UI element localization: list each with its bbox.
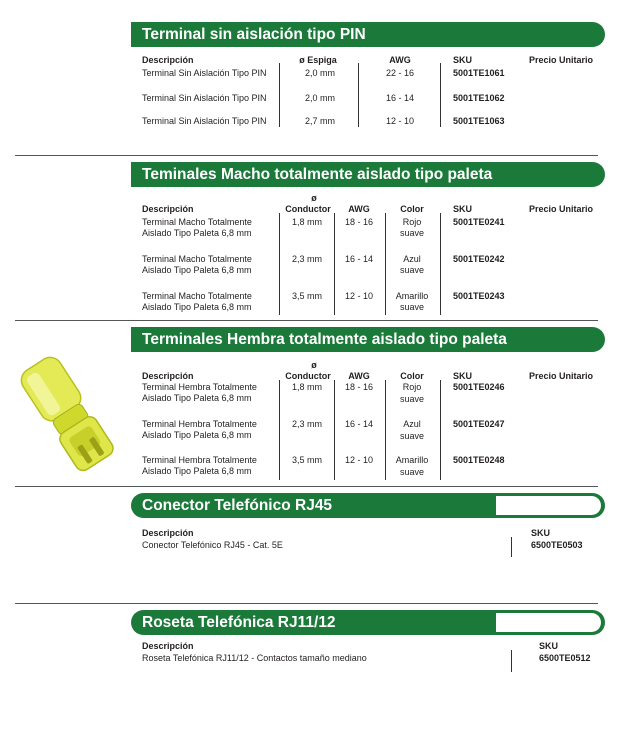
row-color-line1: Rojo <box>402 382 422 392</box>
row-desc-line2: Aislado Tipo Paleta 6,8 mm <box>142 393 252 403</box>
price-box <box>496 613 601 632</box>
col-header-sku: SKU <box>453 55 473 65</box>
col-header-desc: Descripción <box>142 371 194 381</box>
row-color-line1: Azul <box>403 419 421 429</box>
row-sku: 5001TE0246 <box>453 382 505 392</box>
row-color-line1: Azul <box>403 254 421 264</box>
row-awg: 18 - 16 <box>344 382 374 392</box>
yellow-female-terminal-icon <box>5 352 127 476</box>
row-sku: 5001TE0241 <box>453 217 505 227</box>
row-color-line1: Rojo <box>402 217 422 227</box>
col-header-espiga: ø Espiga <box>299 55 337 65</box>
row-desc-line2: Aislado Tipo Paleta 6,8 mm <box>142 466 252 476</box>
col-header-sku: SKU <box>453 204 473 214</box>
row-sku: 6500TE0512 <box>539 653 591 663</box>
row-sku: 5001TE1062 <box>453 93 505 103</box>
column-divider <box>440 63 441 127</box>
row-desc: Roseta Telefónica RJ11/12 - Contactos tamaño mediano <box>142 653 367 663</box>
row-cond: 3,5 mm <box>291 455 322 465</box>
col-header-desc: Descripción <box>142 204 194 214</box>
row-cond: 1,8 mm <box>291 217 322 227</box>
row-cond: 1,8 mm <box>291 382 322 392</box>
column-divider <box>279 63 280 127</box>
column-divider <box>511 537 512 557</box>
col-header-cond: Conductor <box>285 204 331 214</box>
row-awg: 12 - 10 <box>344 291 374 301</box>
row-awg: 16 - 14 <box>344 419 374 429</box>
row-color-line2: suave <box>399 302 425 312</box>
row-color-line2: suave <box>399 265 425 275</box>
column-divider <box>440 213 441 315</box>
section-title-rj11-label: Roseta Telefónica RJ11/12 <box>142 614 336 631</box>
col-header-color: Color <box>400 371 424 381</box>
section-divider <box>15 155 598 156</box>
col-header-sku: SKU <box>453 371 473 381</box>
row-sku: 5001TE1061 <box>453 68 505 78</box>
column-divider <box>334 213 335 315</box>
row-cond: 2,3 mm <box>291 419 322 429</box>
section-title-hembra: Terminales Hembra totalmente aislado tipo paleta <box>131 327 605 352</box>
row-desc-line1: Terminal Macho Totalmente <box>142 291 252 301</box>
row-desc-line2: Aislado Tipo Paleta 6,8 mm <box>142 302 252 312</box>
row-desc: Terminal Sin Aislación Tipo PIN <box>142 116 267 126</box>
row-color-line1: Amarillo <box>395 291 429 301</box>
row-desc-line2: Aislado Tipo Paleta 6,8 mm <box>142 430 252 440</box>
row-desc: Conector Telefónico RJ45 - Cat. 5E <box>142 540 283 550</box>
col-header-precio: Precio Unitario <box>529 55 594 65</box>
column-divider <box>334 380 335 480</box>
row-sku: 5001TE0248 <box>453 455 505 465</box>
row-color-line2: suave <box>399 228 425 238</box>
row-color-line2: suave <box>399 431 425 441</box>
row-color-line2: suave <box>399 467 425 477</box>
row-awg: 12 - 10 <box>385 116 415 126</box>
price-box <box>496 496 601 515</box>
section-divider <box>15 603 598 604</box>
row-cond: 3,5 mm <box>291 291 322 301</box>
column-divider <box>279 213 280 315</box>
row-desc-line1: Terminal Hembra Totalmente <box>142 382 257 392</box>
col-header-desc: Descripción <box>142 641 194 651</box>
row-awg: 16 - 14 <box>344 254 374 264</box>
column-divider <box>279 380 280 480</box>
row-espiga: 2,0 mm <box>304 68 335 78</box>
col-header-color: Color <box>400 204 424 214</box>
row-sku: 6500TE0503 <box>531 540 583 550</box>
col-header-sku: SKU <box>531 528 551 538</box>
col-header-awg: AWG <box>389 55 411 65</box>
row-sku: 5001TE1063 <box>453 116 505 126</box>
section-title-macho: Teminales Macho totalmente aislado tipo paleta <box>131 162 605 187</box>
col-header-precio: Precio Unitario <box>529 371 594 381</box>
col-header-sku: SKU <box>539 641 559 651</box>
col-header-cond: Conductor <box>285 371 331 381</box>
column-divider <box>440 380 441 480</box>
row-desc-line2: Aislado Tipo Paleta 6,8 mm <box>142 265 252 275</box>
row-desc-line1: Terminal Hembra Totalmente <box>142 455 257 465</box>
section-title-rj45-label: Conector Telefónico RJ45 <box>142 497 333 514</box>
section-divider <box>15 486 598 487</box>
row-desc: Terminal Sin Aislación Tipo PIN <box>142 93 267 103</box>
row-sku: 5001TE0247 <box>453 419 505 429</box>
col-header-awg: AWG <box>348 371 370 381</box>
section-divider <box>15 320 598 321</box>
row-desc-line2: Aislado Tipo Paleta 6,8 mm <box>142 228 252 238</box>
col-header-desc: Descripción <box>142 55 194 65</box>
row-espiga: 2,7 mm <box>304 116 335 126</box>
row-desc-line1: Terminal Hembra Totalmente <box>142 419 257 429</box>
row-awg: 16 - 14 <box>385 93 415 103</box>
row-awg: 12 - 10 <box>344 455 374 465</box>
section-title-rj11 <box>131 610 605 635</box>
column-divider <box>385 213 386 315</box>
section-title-pin: Terminal sin aislación tipo PIN <box>131 22 605 47</box>
column-divider <box>385 380 386 480</box>
column-divider <box>511 650 512 672</box>
row-sku: 5001TE0243 <box>453 291 505 301</box>
row-color-line1: Amarillo <box>395 455 429 465</box>
row-cond: 2,3 mm <box>291 254 322 264</box>
row-espiga: 2,0 mm <box>304 93 335 103</box>
col-header-awg: AWG <box>348 204 370 214</box>
section-title-rj45 <box>131 493 605 518</box>
row-desc-line1: Terminal Macho Totalmente <box>142 254 252 264</box>
col-header-cond-symbol: ø <box>311 360 317 370</box>
column-divider <box>358 63 359 127</box>
col-header-desc: Descripción <box>142 528 194 538</box>
row-awg: 18 - 16 <box>344 217 374 227</box>
col-header-cond-symbol: ø <box>311 193 317 203</box>
row-sku: 5001TE0242 <box>453 254 505 264</box>
row-desc-line1: Terminal Macho Totalmente <box>142 217 252 227</box>
row-color-line2: suave <box>399 394 425 404</box>
col-header-precio: Precio Unitario <box>529 204 594 214</box>
row-awg: 22 - 16 <box>385 68 415 78</box>
row-desc: Terminal Sin Aislación Tipo PIN <box>142 68 267 78</box>
